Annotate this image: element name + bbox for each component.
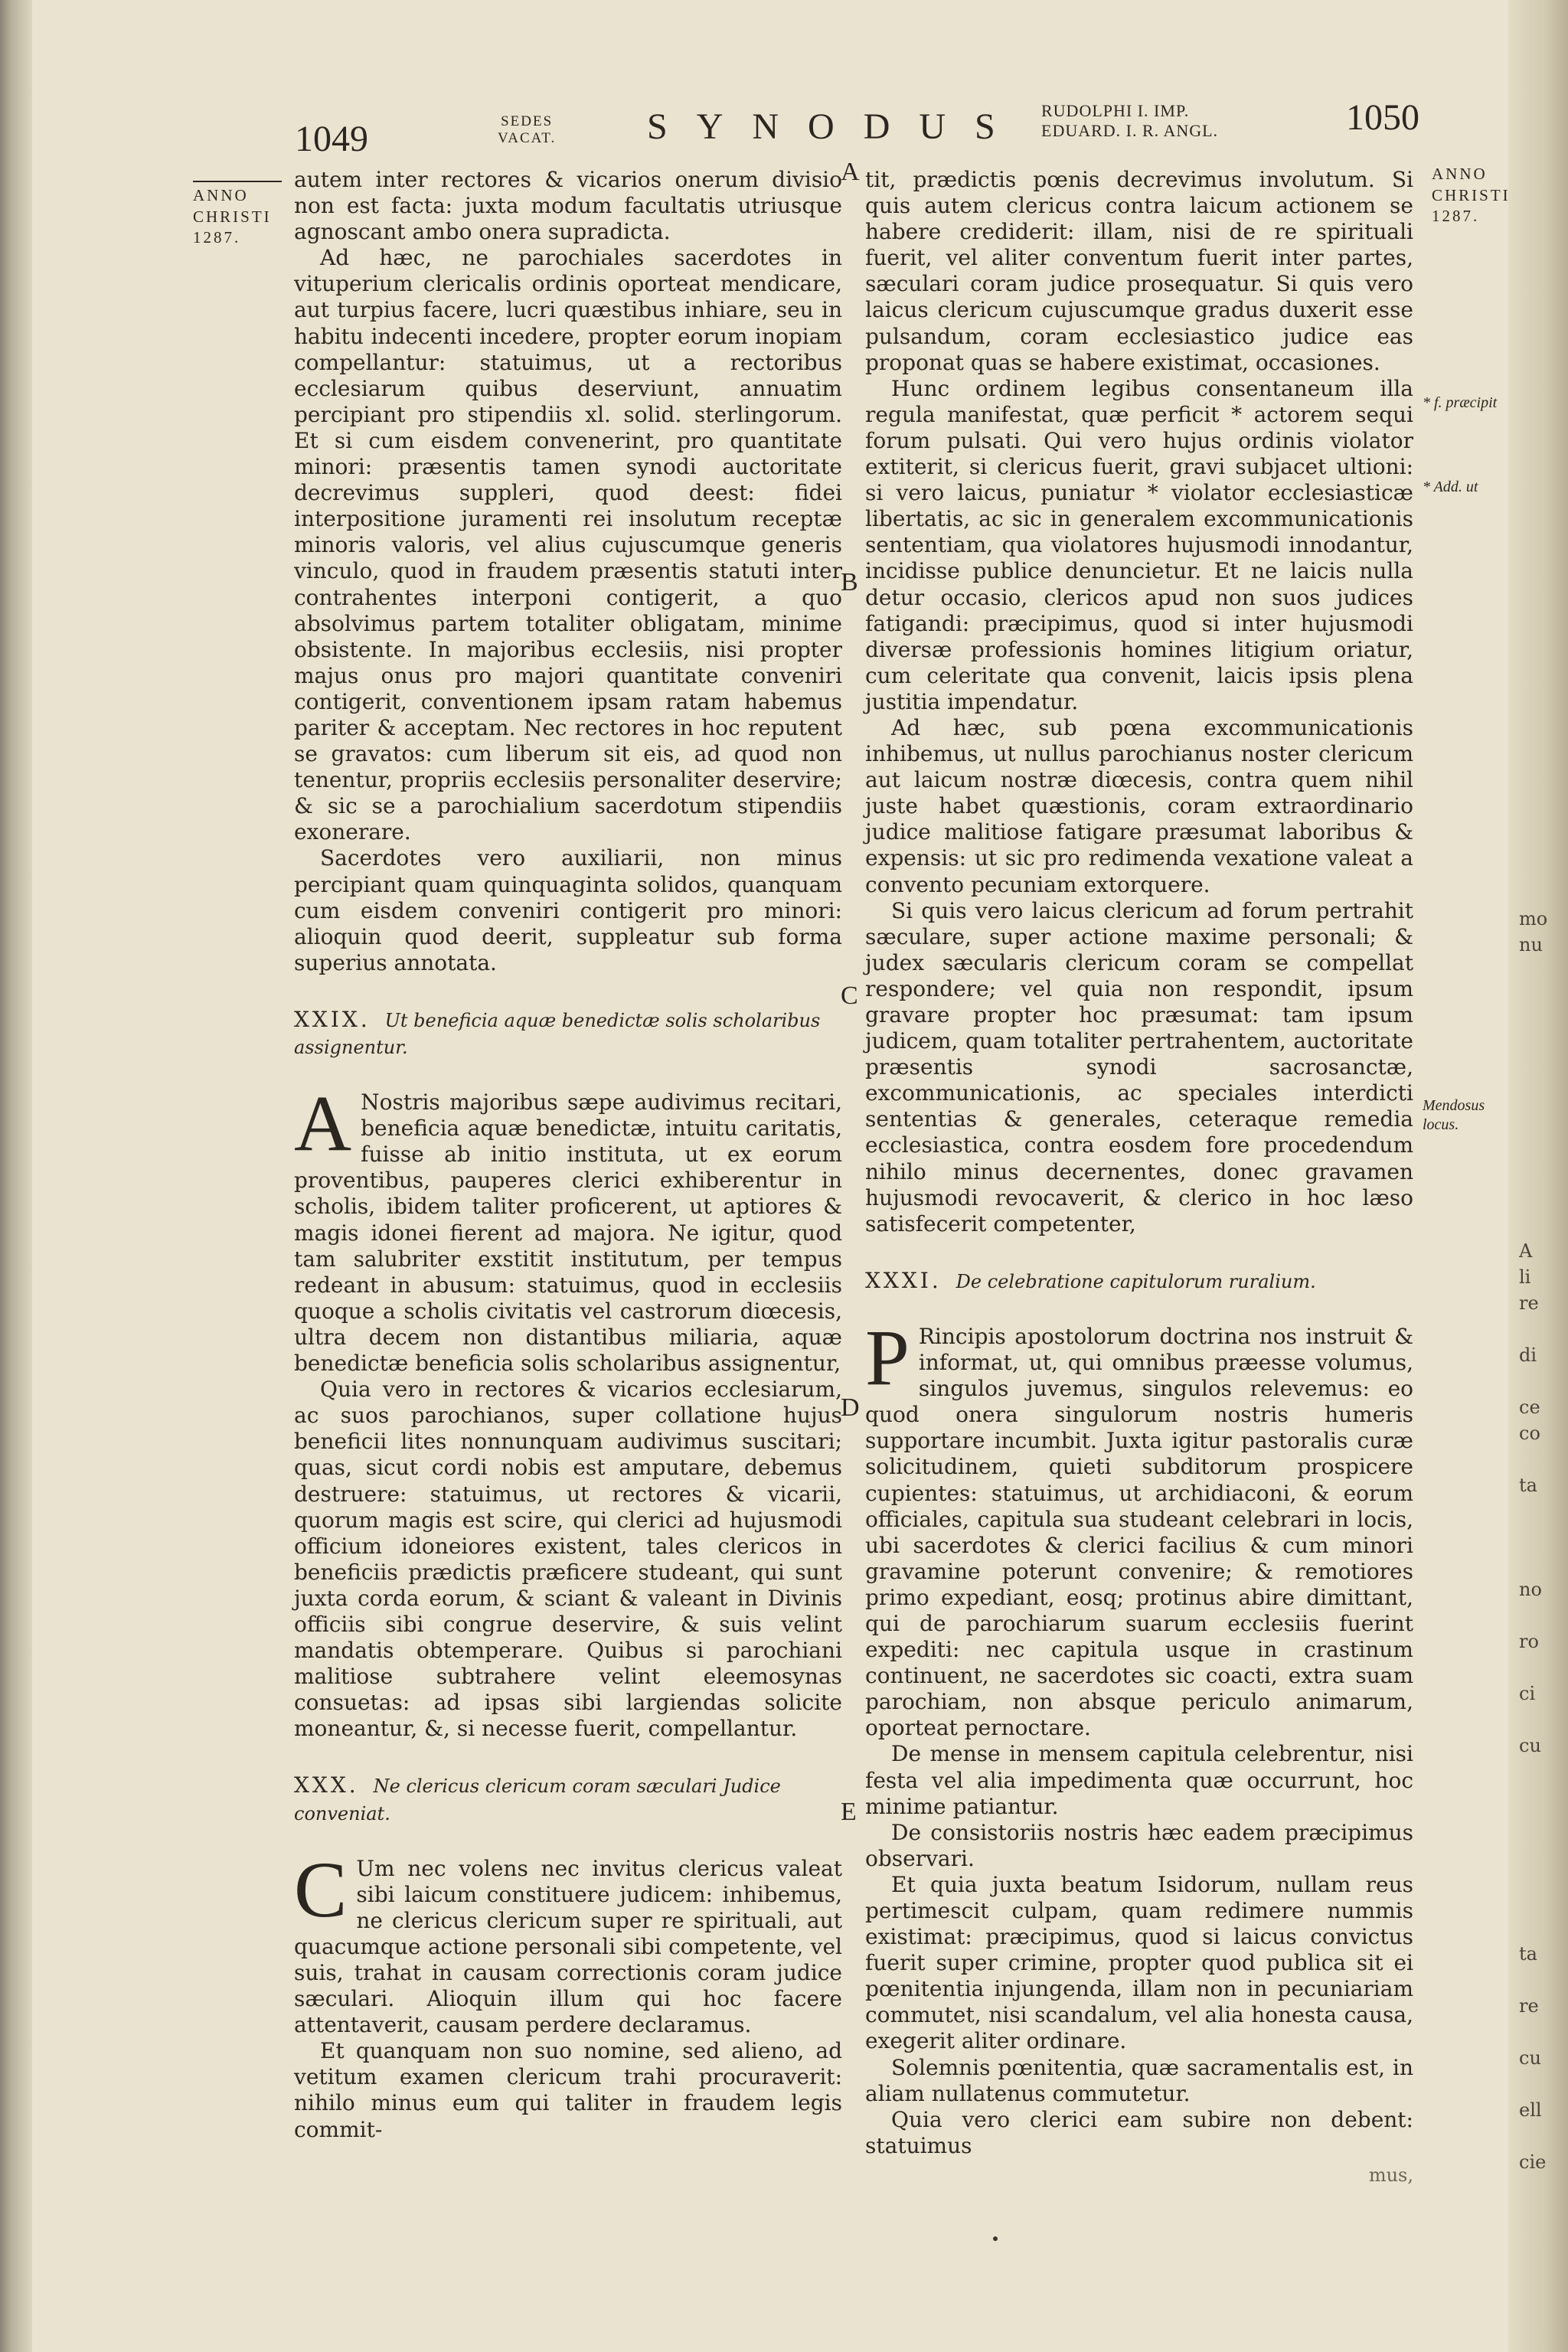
section-letter-c: C xyxy=(841,982,858,1010)
section-letter-d: D xyxy=(841,1393,860,1422)
section-letter-a: A xyxy=(841,158,860,186)
edge-fragment: re xyxy=(1519,1292,1539,1314)
edge-fragment: li xyxy=(1519,1266,1531,1288)
margin-note-precipit: * f. præcipit xyxy=(1423,394,1498,411)
paragraph: A Nostris majoribus sæpe audivimus recitari, beneficia aquæ benedictæ, intuitu caritatis, fuisse ab initio instituta, ut ex eorum proventibus, pauperes clerici exhiberentur in scholis, ibidem taliter proficerent, ut aptiores & magis idonei fierent ad majora. Ne igitur, quod tam salubriter exstitit institutum, per tempus redeant in abusum: statuimus, quod in ecclesiis quoque a scholis civitatis vel castrorum diœcesis, ultra decem non distantibus miliaria, aquæ benedictæ beneficia solis scholaribus assignentur, xyxy=(294,1080,842,1377)
section-heading-30: XXX. Ne clericus clericum coram sæculari Judice conveniat. xyxy=(294,1772,781,1824)
edge-fragment: cie xyxy=(1519,2151,1547,2173)
paragraph: autem inter rectores & vicarios onerum divisio non est facta: juxta modum facultatis utriusque agnoscant ambo onera supradicta. xyxy=(294,167,842,245)
paragraph: Et quia juxta beatum Isidorum, nullam reus pertimescit culpam, quam redimere nummis existimat: præcipimus, quod si laicus convictus fuerit super crimine, propter quod publica sit ei pœnitentia injungenda, illam non in pecuniariam commutet, nisi scandalum, vel alia honesta causa, exegerit aliter ordinare. xyxy=(865,1871,1413,2054)
edge-fragment: ta xyxy=(1519,1943,1537,1965)
edge-fragment: mo xyxy=(1519,908,1548,929)
paragraph: Quia vero in rectores & vicarios ecclesiarum, ac suos parochianos, super collatione hujus beneficii lites nonnunquam audivimus suscitari; quas, sicut cordi nobis est amputare, debemus destruere: statuimus, ut rectores & vicarii, quorum magis est scire, qui clerici ad hujusmodi officium idoneiores existent, tales clericos in beneficiis prædictis præficere studeant, qui sunt juxta corda eorum, & sciant & valeant in Divinis officiis sibi congrue deservire, & suis velint mandatis obtemperare. Quibus si parochiani malitiose subtrahere velint eleemosynas consuetas: ad ipsas sibi largiendas solicite moneantur, &, si necesse fuerit, compellantur. xyxy=(294,1377,842,1742)
edge-fragment: cu xyxy=(1519,1735,1541,1756)
edge-fragment: co xyxy=(1519,1423,1540,1444)
paragraph: P Rincipis apostolorum doctrina nos instruit & informat, ut, qui omnibus præesse volumus, singulos juvemus, singulos relevemus: eo quod onera singulorum nostris humeris supportare incumbit. Juxta igitur pastoralis curæ solicitudinem, quieti subditorum prospicere cupientes: statuimus, ut archidiaconi, & eorum officiales, capitula sua studeant celebrari in locis, ubi sacerdotes & clerici facilius & cum minori gravamine poterunt convenire; & remotiores primo expediant, eosq; protinus abire dimittant, qui de parochiarum suarum ecclesiis fuerint expediti: nec capitula usque in crastinum continuent, ne sacerdotes sic coacti, extra suam parochiam, non absque periculo animarum, oporteat pernoctare. xyxy=(865,1313,1413,1741)
edge-fragment: ce xyxy=(1519,1396,1540,1418)
edge-fragment: nu xyxy=(1519,934,1543,956)
book-gutter xyxy=(0,0,32,2352)
paragraph: Quia vero clerici eam subire non debent: statuimus xyxy=(865,2106,1413,2158)
drop-cap: C xyxy=(294,1845,348,1934)
edge-fragment: A xyxy=(1519,1240,1533,1262)
edge-fragment: ro xyxy=(1519,1631,1539,1652)
paragraph: Ad hæc, ne parochiales sacerdotes in vituperium clericalis ordinis oporteat mendicare, aut turpius facere, lucri quæstibus inhiare, seu in habitu indecenti incedere, propter eorum inopiam compellantur: statuimus, ut a rectoribus ecclesiarum quibus deserviunt, annuatim percipiant pro stipendiis xl. solid. sterlingorum. Et si cum eisdem convenerint, pro quantitate minori: præsentis tamen synodi auctoritate decrevimus suppleri, quod deest: fidei interpositione juramenti rei insolutum receptæ minoris valoris, vel alius cujuscumque generis vinculo, quod in fraudem præsentis statuti inter contrahentes interponi contigerit, a quo absolvimus partem totaliter obligatam, minime obsistente. In majoribus ecclesiis, nisi propter majus onus pro majori quantitate conveniri contigerit, conventionem ipsam ratam habemus pariter & acceptam. Nec rectores in hoc reputent se gravatos: cum liberum sit eis, ad quod non tenentur, propriis ecclesiis personaliter deservire; & sic se a parochialium sacerdotum stipendiis exonerare. xyxy=(294,245,842,845)
edge-fragment: re xyxy=(1519,1995,1539,2017)
anno-christi-right: ANNO CHRISTI 1287. xyxy=(1432,165,1511,226)
running-title: SYNODUS xyxy=(647,106,1024,147)
paragraph: Solemnis pœnitentia, quæ sacramentalis est, in aliam nullatenus commutetur. xyxy=(865,2054,1413,2106)
adjacent-page-edge xyxy=(1508,0,1568,2352)
paragraph: Et quanquam non suo nomine, sed alieno, ad vetitum examen clericum trahi procuraverit: nihilo minus eum qui taliter in fraudem legis commit- xyxy=(294,2038,842,2142)
paragraph: Si quis vero laicus clericum ad forum pertrahit sæculare, super actione maxime personali; & judex sæcularis clericum coram se compellat respondere; vel quia non respondit, ipsum gravare propter hoc præsumat: tam ipsum judicem, quam totaliter pertrahentem, auctoritate præsentis synodi sacrosanctæ, excommunicationis, ac speciales interdicti sententias & generales, ceteraque remedia ecclesiastica, contra eosdem fore procedendum nihilo minus decernentes, donec gravamen hujusmodi revocaverit, & clerico in hoc læso satisfecerit competenter, xyxy=(865,897,1413,1236)
paragraph: Sacerdotes vero auxiliarii, non minus percipiant quam quinquaginta solidos, quanquam cum eisdem conveniri contigerit pro minori: alioquin quod deerit, suppleatur sub forma superius annotata. xyxy=(294,845,842,975)
page-header xyxy=(0,90,1568,167)
section-heading-31: XXXI. De celebratione capitulorum ruralium. xyxy=(865,1267,1316,1293)
section-heading-29: XXIX. Ut beneficia aquæ benedictæ solis scholaribus assignentur. xyxy=(294,1006,821,1058)
right-column xyxy=(865,167,1413,2188)
edge-fragment: no xyxy=(1519,1579,1542,1600)
margin-note-mendosus: Mendosus locus. xyxy=(1423,1097,1485,1133)
sedes-vacat-label: SEDES VACAT. xyxy=(498,113,557,146)
drop-cap: A xyxy=(294,1080,352,1168)
paragraph: tit, prædictis pœnis decrevimus involutum. Si quis autem clericus contra laicum actionem se habere crediderit: illam, nisi de re spirituali fuerit, vel aliter conventum fuerit inter partes, sæculari coram judice prosequatur. Si quis vero laicus clericum cujuscumque gradus duxerit esse pulsandum, coram ecclesiastico judice eas proponat quas se habere existimat, occasiones. xyxy=(865,167,1413,375)
catchword: mus, xyxy=(1368,2164,1413,2186)
page-number-left: 1049 xyxy=(295,119,368,159)
section-letter-b: B xyxy=(841,568,858,596)
edge-fragment: ta xyxy=(1519,1475,1537,1496)
ink-speck xyxy=(993,2236,998,2241)
margin-note-add: * Add. ut xyxy=(1423,479,1478,495)
drop-cap: P xyxy=(865,1313,910,1402)
section-letter-e: E xyxy=(841,1798,857,1826)
paragraph: Hunc ordinem legibus consentaneum illa regula manifestat, quæ perficit * actorem sequi forum pulsati. Qui vero hujus ordinis violator extiterit, si clericus fuerit, gravi subjacet ultioni: si vero laicus, puniatur * violator ecclesiasticæ libertatis, ac sic in generalem excommunicationis sententiam, qua violatores hujusmodi innodantur, incidisse publice denuncietur. Et ne laicis nulla detur occasio, clericos apud non suos judices fatigandi: præcipimus, quod si inter hujusmodi diversæ professionis homines litigium oriatur, cum celeritate qua convenit, laicis ipsis plena justitia impendatur. xyxy=(865,375,1413,714)
reign-label: RUDOLPHI I. IMP. EDUARD. I. R. ANGL. xyxy=(1041,101,1219,141)
anno-christi-left: ANNO CHRISTI 1287. xyxy=(193,181,282,249)
left-column xyxy=(294,167,842,2143)
paragraph: De mense in mensem capitula celebrentur, nisi festa vel alia impedimenta quæ occurrunt, hoc minime patiantur. xyxy=(865,1741,1413,1819)
edge-fragment: cu xyxy=(1519,2047,1541,2069)
edge-fragment: di xyxy=(1519,1344,1537,1366)
paragraph: C Um nec volens nec invitus clericus valeat sibi laicum constituere judicem: inhibemus, ne clericus clericum super re spirituali, aut quacumque actione personali sibi competente, vel suis, trahat in causam correctionis coram judice sæculari. Alioquin illum qui hoc facere attentaverit, causam perdere declaramus. xyxy=(294,1845,842,2038)
edge-fragment: ell xyxy=(1519,2099,1542,2121)
edge-fragment: ci xyxy=(1519,1683,1536,1704)
paragraph: De consistoriis nostris hæc eadem præcipimus observari. xyxy=(865,1819,1413,1871)
page-number-right: 1050 xyxy=(1346,97,1419,138)
paragraph: Ad hæc, sub pœna excommunicationis inhibemus, ut nullus parochianus noster clericum aut laicum nostræ diœcesis, contra quem nihil juste habet quæstionis, coram extraordinario judice malitiose fatigare præsumat laboribus & expensis: ut sic pro redimenda vexatione valeat a convento pecuniam extorquere. xyxy=(865,714,1413,897)
